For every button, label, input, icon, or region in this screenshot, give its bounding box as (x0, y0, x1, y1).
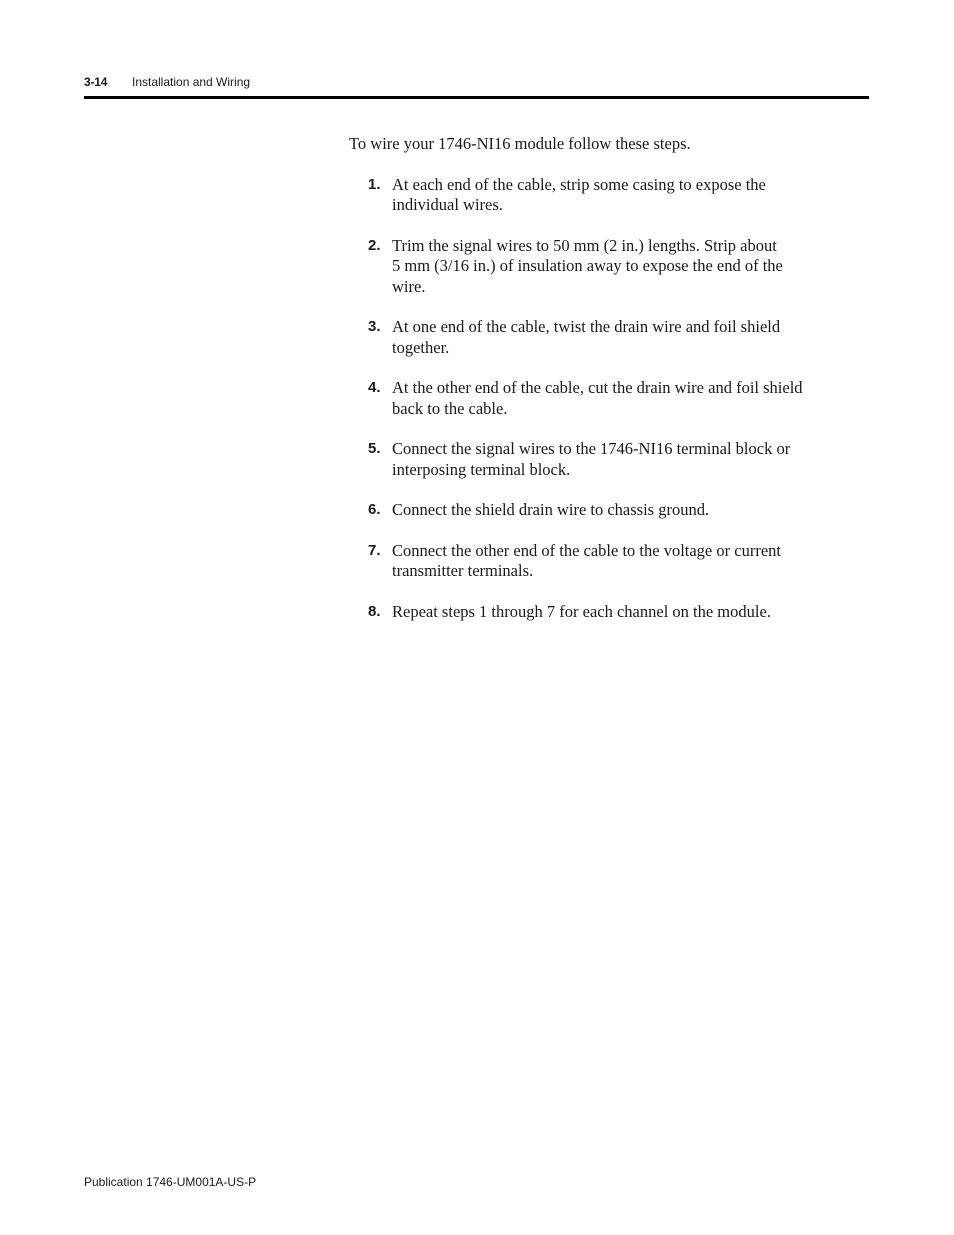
step-text: Connect the other end of the cable to the voltage or current transmitter terminals. (392, 540, 781, 580)
step-item (349, 541, 869, 582)
step-item (349, 439, 869, 480)
page-footer (84, 1173, 256, 1191)
step-text: Connect the shield drain wire to chassis ground. (392, 500, 710, 519)
step-number: 4. (368, 379, 381, 396)
step-item (349, 500, 869, 521)
step-text: Trim the signal wires to 50 mm (2 in.) lengths. Strip about 5 mm (3/16 in.) of insulation away to expose the end of the wire. (392, 235, 783, 296)
step-text: At each end of the cable, strip some casing to expose the individual wires. (392, 174, 766, 214)
step-number: 2. (368, 236, 381, 254)
step-number: 3. (368, 318, 381, 335)
step-text: At one end of the cable, twist the drain wire and foil shield together. (392, 317, 781, 357)
step-item (349, 317, 869, 358)
step-item (349, 236, 869, 298)
steps-list (349, 175, 869, 623)
step-text: Repeat steps 1 through 7 for each channel on the module. (392, 601, 771, 621)
section-title: Installation and Wiring (132, 75, 251, 89)
step-item (349, 602, 869, 623)
step-number: 7. (368, 541, 381, 559)
step-number: 1. (368, 175, 381, 193)
step-number: 6. (368, 501, 381, 518)
step-number: 8. (368, 602, 381, 620)
page-header (84, 73, 869, 91)
publication-id: Publication 1746-UM001A-US-P (84, 1175, 257, 1189)
page-number: 3-14 (84, 75, 108, 89)
step-text: Connect the signal wires to the 1746-NI16 terminal block or interposing terminal block. (392, 439, 791, 479)
step-item (349, 378, 869, 419)
step-text: At the other end of the cable, cut the drain wire and foil shield back to the cable. (392, 378, 803, 418)
step-item (349, 175, 869, 216)
header-rule (84, 96, 869, 99)
main-content (349, 134, 869, 642)
step-number: 5. (368, 440, 381, 457)
intro-paragraph: To wire your 1746-NI16 module follow these steps. (349, 134, 691, 153)
